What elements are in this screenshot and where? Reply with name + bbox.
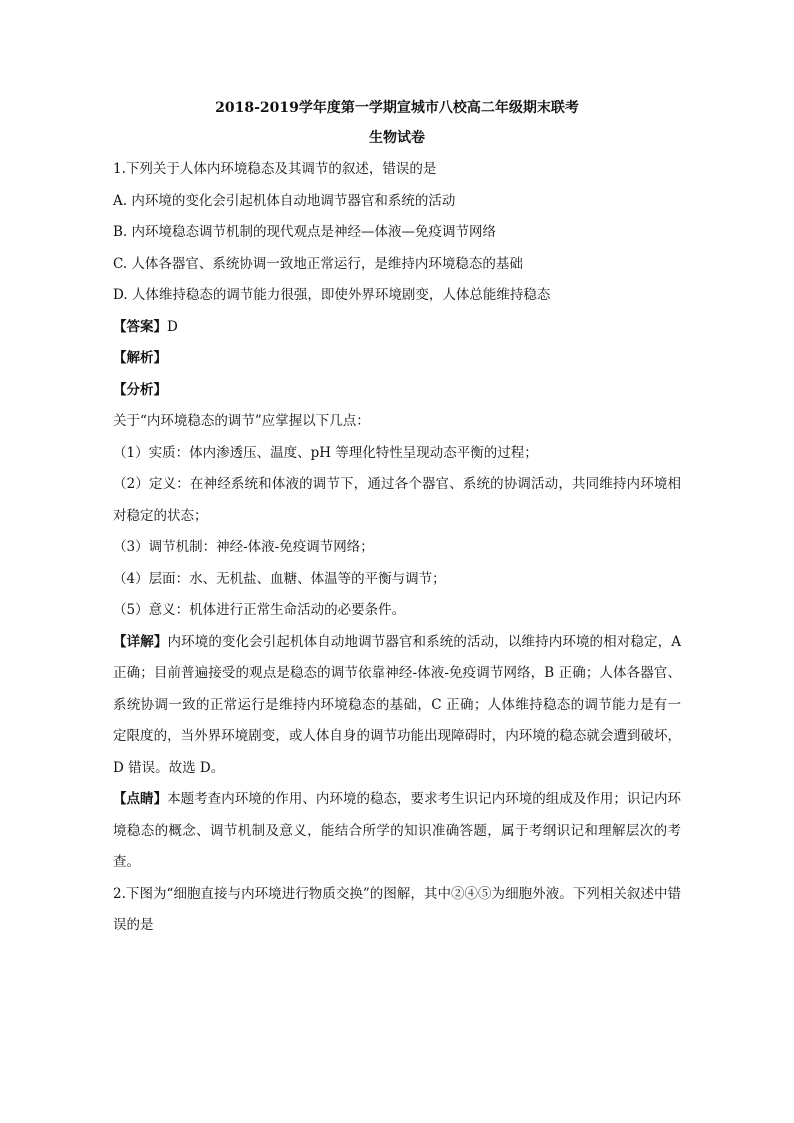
analysis-label: 【解析】 <box>113 350 167 366</box>
question-1 <box>113 154 681 879</box>
answer-value: D <box>167 318 178 335</box>
comment-text: 本题考查内环境的作用、内环境的稳态，要求考生识记内环境的组成及作用；识记内环境稳态的概念、调节机制及意义，能结合所学的知识准确答题，属于考纲识记和理解层次的考查。 <box>113 791 682 870</box>
fenxi-label: 【分析】 <box>113 381 167 398</box>
comment-label: 【点睛】 <box>113 791 168 807</box>
question-2 <box>113 879 681 942</box>
question-2-stem: 2.下图为“细胞直接与内环境进行物质交换”的图解，其中②④⑤为细胞外液。下列相关叙述中错误的是 <box>113 885 681 933</box>
fenxi-intro: 关于“内环境稳态的调节”应掌握以下几点： <box>113 413 370 429</box>
option-c: C. 人体各器官、系统协调一致地正常运行，是维持内环境稳态的基础 <box>113 255 523 272</box>
point-1: （1）实质：体内渗透压、温度、pH 等理化特性呈现动态平衡的过程； <box>113 444 538 461</box>
exam-title: 2018-2019学年度第一学期宣城市八校高二年级期末联考 <box>215 100 579 116</box>
exam-subtitle: 生物试卷 <box>369 130 425 146</box>
document-page <box>113 98 681 942</box>
point-2: （2）定义：在神经系统和体液的调节下，通过各个器官、系统的协调活动，共同维持内环境相对稳定的状态； <box>113 476 681 524</box>
detail-label: 【详解】 <box>113 633 168 650</box>
point-4: （4）层面：水、无机盐、血糖、体温等的平衡与调节； <box>113 570 446 587</box>
option-b: B. 内环境稳态调节机制的现代观点是神经—体液—免疫调节网络 <box>113 224 497 240</box>
detail-paragraph <box>113 627 681 785</box>
answer-label: 【答案】 <box>113 318 167 335</box>
comment-paragraph <box>113 784 681 879</box>
point-5: （5）意义：机体进行正常生命活动的必要条件。 <box>113 602 406 618</box>
option-a: A. 内环境的变化会引起机体自动地调节器官和系统的活动 <box>113 192 456 209</box>
point-3: （3）调节机制：神经-体液-免疫调节网络； <box>113 539 374 555</box>
option-d: D. 人体维持稳态的调节能力很强，即使外界环境剧变，人体总能维持稳态 <box>113 287 551 303</box>
answer-line <box>113 312 681 344</box>
detail-text: 内环境的变化会引起机体自动地调节器官和系统的活动，以维持内环境的相对稳定，A 正确；目前普遍接受的观点是稳态的调节依靠神经-体液-免疫调节网络，B 正确；人体各器官、系统协调一致的正常运行是维持内环境稳态的基础，C 正确；人体维持稳态的调节能力是有一定限度的，当外界环境剧变，或人体自身的调节功能出现障碍时，内环境的稳态就会遭到破坏，D 错误。故选 D。 <box>113 633 682 776</box>
question-stem: 1.下列关于人体内环境稳态及其调节的叙述，错误的是 <box>113 161 437 177</box>
